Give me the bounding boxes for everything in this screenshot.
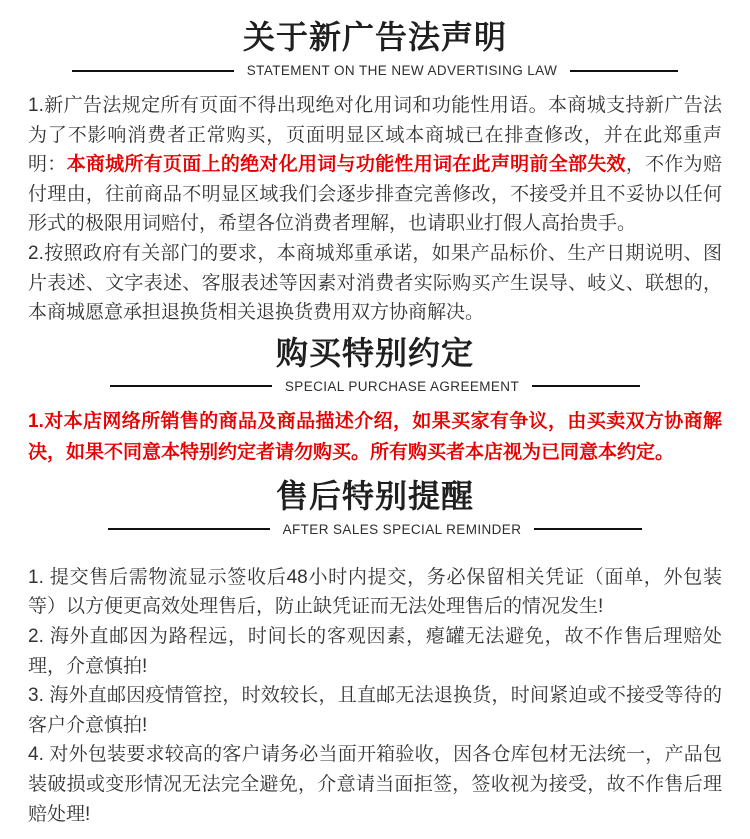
divider-line-left [72, 70, 234, 72]
paragraph-1-red-run: 本商城所有页面上的绝对化用词与功能性用词在此声明前全部失效 [66, 154, 626, 176]
purchase-agreement-body [28, 406, 722, 469]
after-sales-item-3-text: 3. 海外直邮因疫情管控，时效较长，且直邮无法退换货，时间紧迫或不接受等待的客户介意慎拍! [28, 685, 722, 736]
paragraph-1-black-run-b: ，不作为赔付理由，往前商品不明显区域我们会逐步排查完善修改，不接受并且不妥协以任何形式的极限用词赔付，希望各位消费者理解，也请职业打假人高抬贵手。 [28, 154, 722, 235]
after-sales-body [28, 563, 722, 829]
section-purchase-agreement [28, 330, 722, 469]
section-after-sales-reminder [28, 473, 722, 829]
after-sales-item-4-text: 4. 对外包装要求较高的客户请务必当面开箱验收，因各仓库包材无法统一，产品包装破损或变形情况无法完全避免，介意请当面拒签，签收视为接受，故不作售后理赔处理! [28, 744, 722, 825]
after-sales-item-2 [28, 622, 722, 681]
after-sales-item-1 [28, 563, 722, 622]
after-sales-item-1-text: 1. 提交售后需物流显示签收后48小时内提交，务必保留相关凭证（面单，外包装等）以方便更高效处理售后，防止缺凭证而无法处理售后的情况发生! [28, 566, 722, 618]
paragraph-agreement-text: 1.对本店网络所销售的商品及商品描述介绍，如果买家有争议，由买卖双方协商解决，如果不同意本特别约定者请勿购买。所有购买者本店视为已同意本约定。 [28, 410, 722, 464]
after-sales-subtitle-divider [28, 522, 722, 537]
purchase-agreement-subtitle-divider [28, 379, 722, 394]
paragraph-2 [28, 239, 722, 328]
divider-line-left [110, 385, 272, 387]
after-sales-item-4 [28, 740, 722, 829]
advertising-law-subtitle: STATEMENT ON THE NEW ADVERTISING LAW [246, 63, 558, 78]
divider-line-right [534, 528, 642, 530]
after-sales-subtitle: AFTER SALES SPECIAL REMINDER [282, 521, 522, 537]
divider-line-left [108, 528, 270, 530]
divider-line-right [570, 70, 678, 72]
paragraph-1 [28, 91, 722, 239]
paragraph-agreement [28, 406, 722, 469]
divider-line-right [532, 385, 640, 387]
after-sales-item-3 [28, 681, 722, 740]
purchase-agreement-title: 购买特别约定 [275, 334, 474, 371]
purchase-agreement-subtitle: SPECIAL PURCHASE AGREEMENT [284, 378, 520, 394]
paragraph-2-text: 2.按照政府有关部门的要求，本商城郑重承诺，如果产品标价、生产日期说明、图片表述、文字表述、客服表述等因素对消费者实际购买产生误导、岐义、联想的，本商城愿意承担退换货相关退换货费用双方协商解决。 [28, 242, 722, 324]
after-sales-item-2-text: 2. 海外直邮因为路程远，时间长的客观因素，瘪罐无法避免，故不作售后理赔处理，介意慎拍! [28, 625, 722, 677]
advertising-law-subtitle-divider [28, 63, 722, 78]
advertising-law-title: 关于新广告法声明 [242, 19, 507, 55]
advertising-law-body [28, 91, 722, 328]
paragraph-1-black-run-a: 1.新广告法规定所有页面不得出现绝对化用词和功能性用语。本商城支持新广告法为了不影响消费者正常购买，页面明显区域本商城已在排查修改，并在此郑重声明： [28, 95, 722, 176]
after-sales-title: 售后特别提醒 [275, 477, 474, 514]
section-advertising-law-statement [28, 14, 722, 328]
